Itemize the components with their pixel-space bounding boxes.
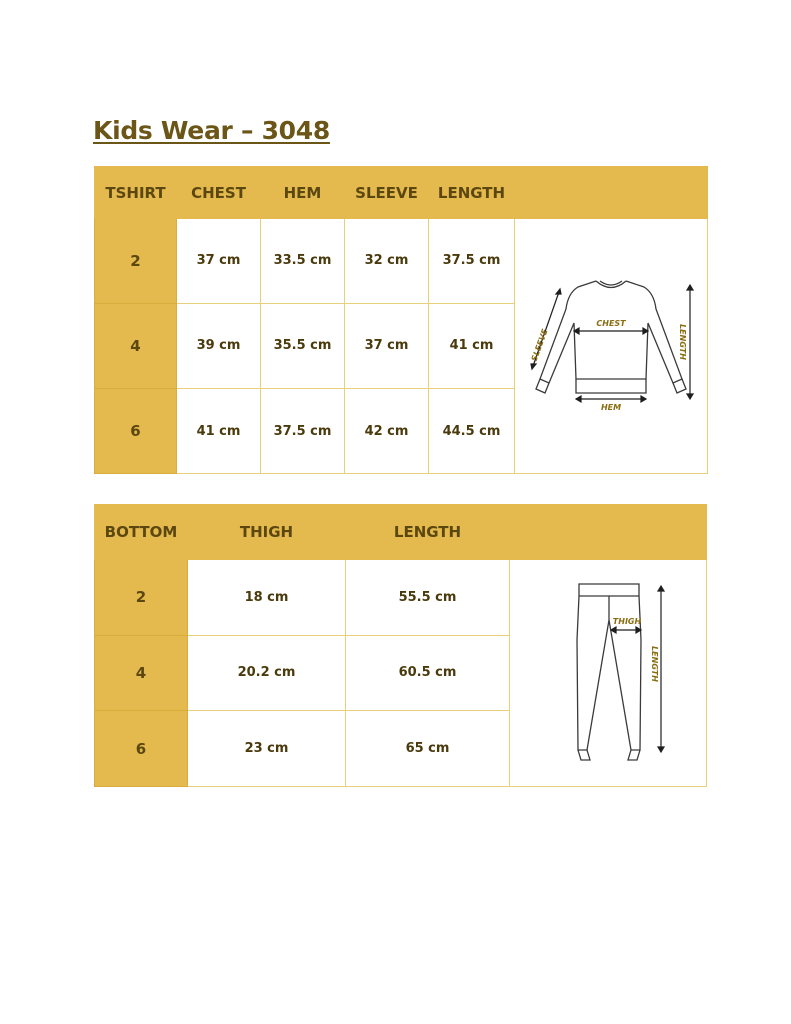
chest-cell: 41 cm	[177, 389, 261, 474]
hem-cell: 33.5 cm	[261, 219, 345, 304]
header-length: LENGTH	[346, 505, 510, 560]
hem-cell: 37.5 cm	[261, 389, 345, 474]
header-thigh: THIGH	[188, 505, 346, 560]
header-chest: CHEST	[177, 167, 261, 219]
diagram-label-hem: HEM	[600, 403, 622, 412]
table-row	[95, 560, 707, 636]
size-cell: 2	[95, 560, 188, 636]
header-bottom: BOTTOM	[95, 505, 188, 560]
diagram-label-thigh: THIGH	[612, 617, 641, 626]
length-cell: 60.5 cm	[346, 635, 510, 711]
pants-diagram-cell	[510, 560, 707, 787]
thigh-cell: 23 cm	[188, 711, 346, 787]
thigh-cell: 20.2 cm	[188, 635, 346, 711]
diagram-label-length: LENGTH	[649, 646, 659, 682]
size-cell: 4	[95, 635, 188, 711]
length-cell: 55.5 cm	[346, 560, 510, 636]
sleeve-cell: 42 cm	[345, 389, 429, 474]
header-length: LENGTH	[429, 167, 515, 219]
bottom-size-table	[94, 504, 707, 787]
header-blank	[510, 505, 707, 560]
table-row	[95, 219, 708, 304]
table-header-row	[95, 505, 707, 560]
page-title: Kids Wear – 3048	[93, 116, 330, 145]
size-cell: 4	[95, 303, 177, 389]
chest-cell: 39 cm	[177, 303, 261, 389]
chest-cell: 37 cm	[177, 219, 261, 304]
sleeve-cell: 32 cm	[345, 219, 429, 304]
diagram-label-sleeve: SLEEVE	[529, 327, 550, 363]
pants-diagram	[511, 560, 706, 782]
header-hem: HEM	[261, 167, 345, 219]
hem-cell: 35.5 cm	[261, 303, 345, 389]
length-cell: 44.5 cm	[429, 389, 515, 474]
tshirt-diagram-cell	[515, 219, 708, 474]
header-blank	[515, 167, 708, 219]
diagram-label-chest: CHEST	[596, 319, 626, 328]
diagram-label-length: LENGTH	[678, 324, 687, 360]
header-sleeve: SLEEVE	[345, 167, 429, 219]
length-cell: 41 cm	[429, 303, 515, 389]
size-cell: 6	[95, 711, 188, 787]
length-cell: 37.5 cm	[429, 219, 515, 304]
table-header-row	[95, 167, 708, 219]
tshirt-size-table	[94, 166, 708, 474]
size-cell: 6	[95, 389, 177, 474]
header-tshirt: TSHIRT	[95, 167, 177, 219]
sweatshirt-diagram	[516, 219, 706, 469]
size-cell: 2	[95, 219, 177, 304]
length-cell: 65 cm	[346, 711, 510, 787]
thigh-cell: 18 cm	[188, 560, 346, 636]
sleeve-cell: 37 cm	[345, 303, 429, 389]
